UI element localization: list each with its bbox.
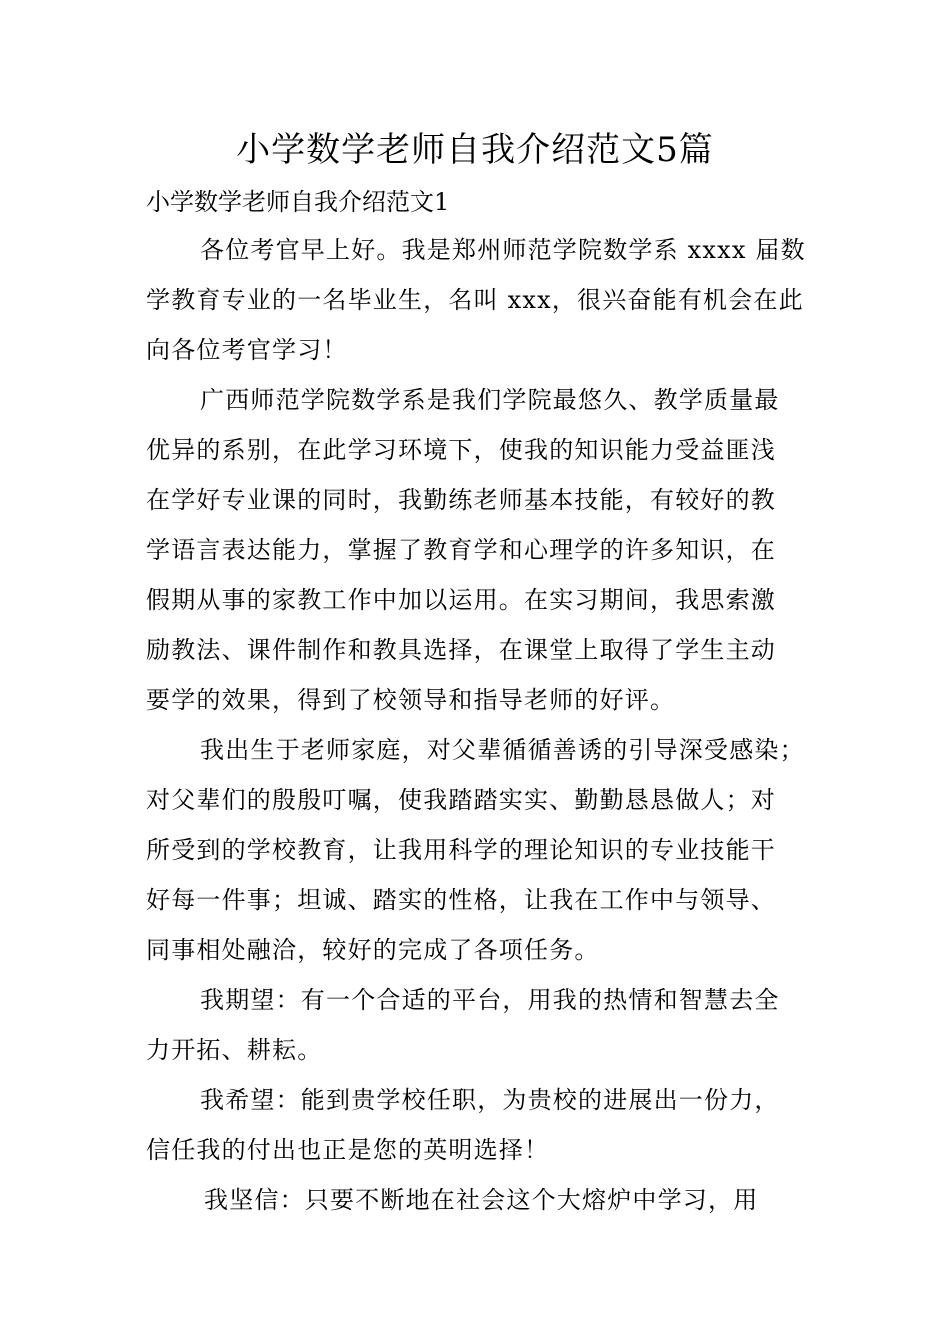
text-line-11: 我出生于老师家庭，对父辈循循善诱的引导深受感染； — [200, 736, 805, 764]
text-line-7: 学语言表达能力，掌握了教育学和心理学的许多知识，在 — [146, 536, 776, 564]
text-line-1: 各位考官早上好。我是郑州师范学院数学系 xxxx 届数 — [200, 236, 806, 264]
text-line-8: 假期从事的家教工作中加以运用。在实习期间，我思索激 — [146, 586, 776, 614]
text-line-5: 优异的系别，在此学习环境下，使我的知识能力受益匪浅 — [146, 436, 776, 464]
text-line-18: 我希望：能到贵学校任职，为贵校的进展出一份力， — [200, 1086, 780, 1114]
text-line-19: 信任我的付出也正是您的英明选择！ — [146, 1136, 550, 1164]
text-line-15: 同事相处融洽，较好的完成了各项任务。 — [146, 936, 600, 964]
text-line-16: 我期望：有一个合适的平台，用我的热情和智慧去全 — [200, 986, 780, 1014]
text-line-20: 我坚信：只要不断地在社会这个大熔炉中学习，用 — [204, 1186, 759, 1214]
text-line-9: 励教法、课件制作和教具选择，在课堂上取得了学生主动 — [146, 636, 776, 664]
text-line-12: 对父辈们的殷殷叮嘱，使我踏踏实实、勤勤恳恳做人；对 — [146, 786, 776, 814]
text-line-17: 力开拓、耕耘。 — [146, 1036, 323, 1064]
section-heading: 小学数学老师自我介绍范文1 — [146, 188, 450, 216]
text-line-10: 要学的效果，得到了校领导和指导老师的好评。 — [146, 686, 676, 714]
document-title: 小学数学老师自我介绍范文5篇 — [236, 130, 714, 170]
text-line-14: 好每一件事；坦诚、踏实的性格，让我在工作中与领导、 — [146, 886, 776, 914]
text-line-3: 向各位考官学习！ — [146, 336, 348, 364]
text-line-2: 学教育专业的一名毕业生，名叫 xxx，很兴奋能有机会在此 — [146, 286, 804, 314]
text-line-13: 所受到的学校教育，让我用科学的理论知识的专业技能干 — [146, 836, 776, 864]
text-line-6: 在学好专业课的同时，我勤练老师基本技能，有较好的教 — [146, 486, 776, 514]
text-line-4: 广西师范学院数学系是我们学院最悠久、教学质量最 — [200, 386, 780, 414]
